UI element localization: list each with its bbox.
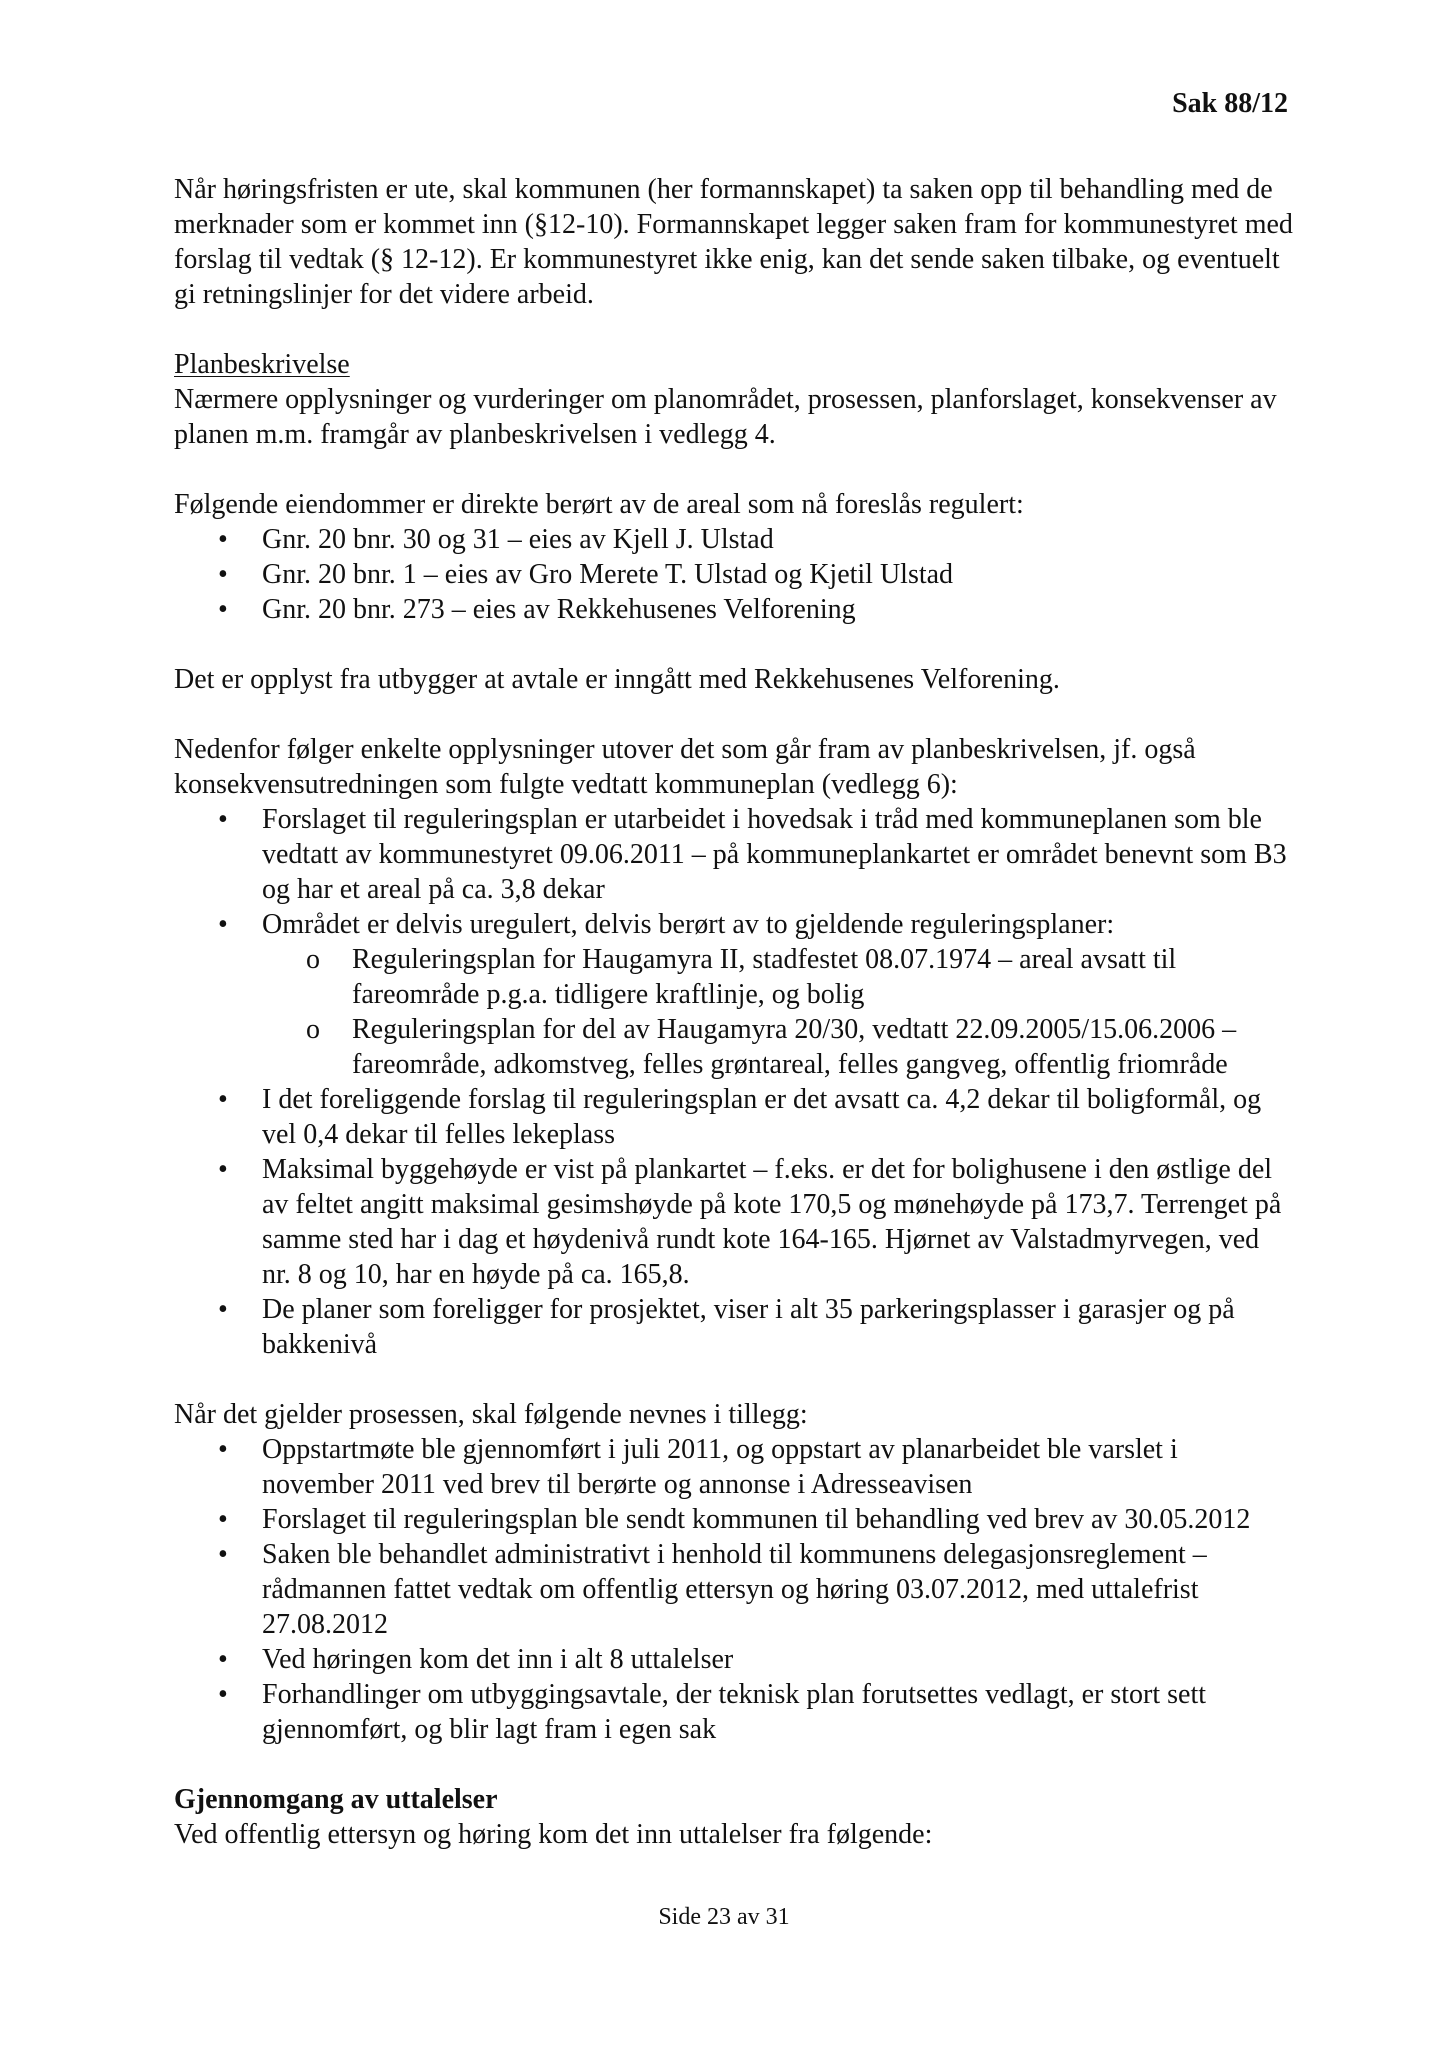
sub-list-item: o Reguleringsplan for Haugamyra II, stadfestet 08.07.1974 – areal avsatt til fareområde p.g.a. tidligere kraftlinje, og bolig [174,942,1294,1012]
list-item: • Gnr. 20 bnr. 273 – eies av Rekkehusenes Velforening [174,592,1294,627]
planbeskrivelse-text: Nærmere opplysninger og vurderinger om planområdet, prosessen, planforslaget, konsekvenser av planen m.m. framgår av planbeskrivelsen i vedlegg 4. [174,384,1277,450]
case-reference: Sak 88/12 [1172,88,1288,119]
review-heading: Gjennomgang av uttalelser [174,1784,498,1815]
sub-list-item: o Reguleringsplan for del av Haugamyra 20/30, vedtatt 22.09.2005/15.06.2006 – fareområde, adkomstveg, felles grøntareal, felles gangveg, offentlig friområde [174,1012,1294,1082]
spacer [174,312,1294,347]
sub-list [174,942,1294,1082]
list-item: • Gnr. 20 bnr. 1 – eies av Gro Merete T. Ulstad og Kjetil Ulstad [174,557,1294,592]
document-body [174,172,1294,1852]
list-item [174,907,1294,1082]
spacer [174,452,1294,487]
planbeskrivelse-title: Planbeskrivelse [174,349,350,380]
list-item: • Maksimal byggehøyde er vist på plankartet – f.eks. er det for bolighusene i den østlige del av feltet angitt maksimal gesimshøyde på kote 170,5 og mønehøyde på 173,7. Terrenget på samme sted har i dag et høydenivå rundt kote 164-165. Hjørnet av Valstadmyrvegen, ved nr. 8 og 10, har en høyde på ca. 165,8. [174,1152,1294,1292]
list-item: • I det foreliggende forslag til reguleringsplan er det avsatt ca. 4,2 dekar til boligformål, og vel 0,4 dekar til felles lekeplass [174,1082,1294,1152]
properties-list [174,522,1294,627]
review-text: Ved offentlig ettersyn og høring kom det inn uttalelser fra følgende: [174,1819,933,1850]
list-item-text: Området er delvis uregulert, delvis berørt av to gjeldende reguleringsplaner: [262,909,1115,940]
list-item: • Gnr. 20 bnr. 30 og 31 – eies av Kjell J. Ulstad [174,522,1294,557]
agreement-paragraph: Det er opplyst fra utbygger at avtale er inngått med Rekkehusenes Velforening. [174,664,1060,695]
list-item: • Forslaget til reguleringsplan er utarbeidet i hovedsak i tråd med kommuneplanen som ble vedtatt av kommunestyret 09.06.2011 – på kommuneplankartet er området benevnt som B3 og har et areal på ca. 3,8 dekar [174,802,1294,907]
process-intro: Når det gjelder prosessen, skal følgende nevnes i tillegg: [174,1399,808,1430]
hearing-deadline-paragraph: Når høringsfristen er ute, skal kommunen (her formannskapet) ta saken opp til behandling med de merknader som er kommet inn (§12-10). Formannskapet legger saken fram for kommunestyret med forslag til vedtak (§ 12-12). Er kommunestyret ikke enig, kan det sende saken tilbake, og eventuelt gi retningslinjer for det videre arbeid. [174,174,1293,310]
spacer [174,1747,1294,1782]
list-item: • De planer som foreligger for prosjektet, viser i alt 35 parkeringsplasser i garasjer og på bakkenivå [174,1292,1294,1362]
list-item: • Forhandlinger om utbyggingsavtale, der teknisk plan forutsettes vedlagt, er stort sett gjennomført, og blir lagt fram i egen sak [174,1677,1294,1747]
details-intro: Nedenfor følger enkelte opplysninger utover det som går fram av planbeskrivelsen, jf. også konsekvensutredningen som fulgte vedtatt kommuneplan (vedlegg 6): [174,734,1196,800]
spacer [174,627,1294,662]
list-item: • Ved høringen kom det inn i alt 8 uttalelser [174,1642,1294,1677]
details-list [174,802,1294,1362]
process-list [174,1432,1294,1747]
page-number: Side 23 av 31 [658,1904,790,1930]
list-item: • Oppstartmøte ble gjennomført i juli 2011, og oppstart av planarbeidet ble varslet i november 2011 ved brev til berørte og annonse i Adresseavisen [174,1432,1294,1502]
list-item: • Saken ble behandlet administrativt i henhold til kommunens delegasjonsreglement – rådmannen fattet vedtak om offentlig ettersyn og høring 03.07.2012, med uttalefrist 27.08.2012 [174,1537,1294,1642]
properties-intro: Følgende eiendommer er direkte berørt av de areal som nå foreslås regulert: [174,489,1024,520]
spacer [174,1362,1294,1397]
spacer [174,697,1294,732]
list-item: • Forslaget til reguleringsplan ble sendt kommunen til behandling ved brev av 30.05.2012 [174,1502,1294,1537]
